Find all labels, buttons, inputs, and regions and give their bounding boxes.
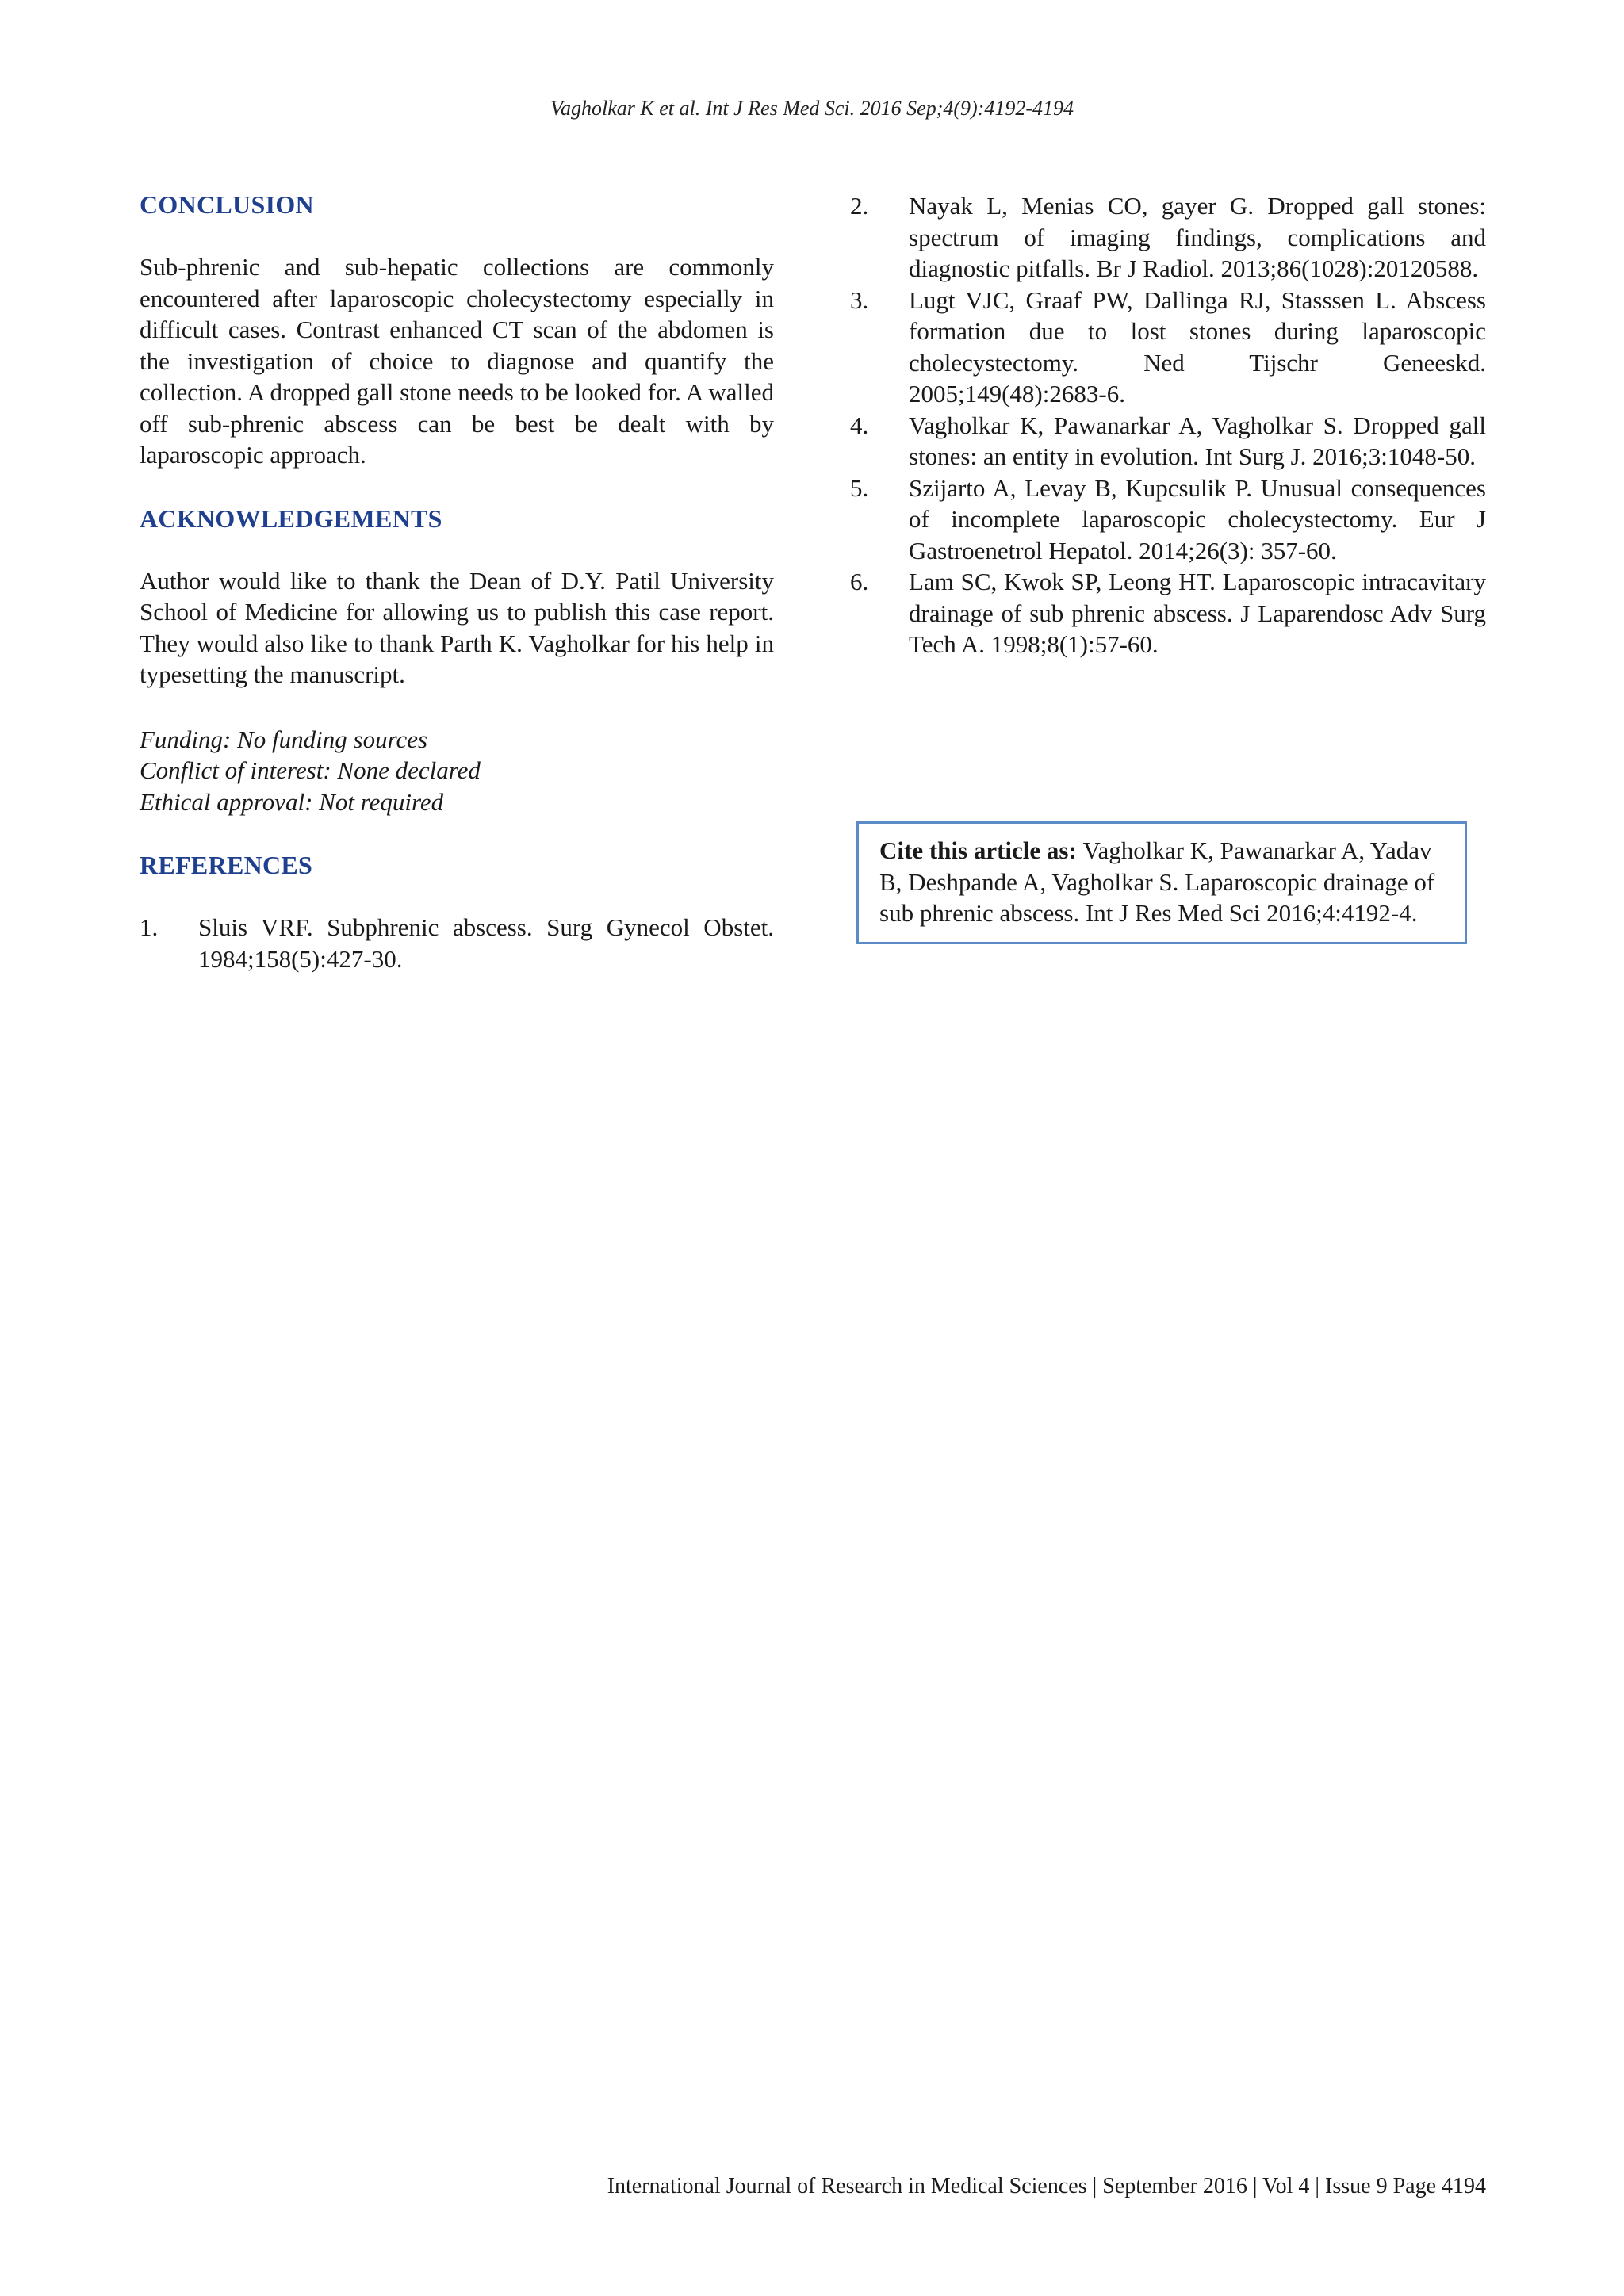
page-footer: International Journal of Research in Medical Sciences | September 2016 | Vol 4 | Issue 9 Page 4194 [607, 2174, 1486, 2198]
conclusion-heading: CONCLUSION [140, 190, 314, 219]
left-column [140, 190, 774, 974]
reference-item [140, 912, 774, 974]
reference-item [850, 190, 1486, 285]
acknowledgements-text: Author would like to thank the Dean of D.Y. Patil University School of Medicine for allowing us to publish this case report. They would also like to thank Parth K. Vagholkar for his help in typesetting the manuscript. [140, 566, 774, 688]
reference-item [850, 566, 1486, 660]
conflict-statement: Conflict of interest: None declared [140, 756, 481, 784]
running-header: Vagholkar K et al. Int J Res Med Sci. 2016 Sep;4(9):4192-4194 [550, 97, 1074, 120]
reference-number: 2. [850, 192, 869, 220]
reference-number: 4. [850, 411, 869, 439]
reference-text: Lugt VJC, Graaf PW, Dallinga RJ, Stasssen L. Abscess formation due to lost stones during laparoscopic cholecystectomy. Ned Tijschr Geneeskd. 2005;149(48):2683-6. [909, 285, 1486, 408]
declarations [140, 724, 774, 818]
reference-number: 1. [140, 913, 159, 941]
reference-item [850, 285, 1486, 410]
reference-list-right [850, 190, 1486, 660]
ethical-statement: Ethical approval: Not required [140, 787, 444, 816]
citation-text: Vagholkar K, Pawanarkar A, Yadav B, Deshpande A, Vagholkar S. Laparoscopic drainage of sub phrenic abscess. Int J Res Med Sci 2016;4:4192-4. [879, 836, 1435, 927]
citation-label: Cite this article as: [879, 836, 1083, 864]
reference-text: Vagholkar K, Pawanarkar A, Vagholkar S. Dropped gall stones: an entity in evolution. Int Surg J. 2016;3:1048-50. [909, 411, 1486, 470]
reference-item [850, 410, 1486, 473]
reference-list-left [140, 912, 774, 974]
conclusion-text: Sub-phrenic and sub-hepatic collections are commonly encountered after laparoscopic cholecystectomy especially in difficult cases. Contrast enhanced CT scan of the abdomen is the investigation of choice to diagnose and quantify the collection. A dropped gall stone needs to be looked for. A walled off sub-phrenic abscess can be best be dealt with by laparoscopic approach. [140, 253, 774, 469]
reference-number: 3. [850, 285, 869, 314]
reference-text: Sluis VRF. Subphrenic abscess. Surg Gynecol Obstet. 1984;158(5):427-30. [198, 913, 774, 973]
acknowledgements-heading: ACKNOWLEDGEMENTS [140, 503, 442, 533]
reference-number: 5. [850, 473, 869, 502]
reference-text: Nayak L, Menias CO, gayer G. Dropped gall stones: spectrum of imaging findings, complications and diagnostic pitfalls. Br J Radiol. 2013;86(1028):20120588. [909, 192, 1486, 282]
right-column [850, 190, 1486, 660]
reference-item [850, 473, 1486, 567]
references-heading: REFERENCES [140, 851, 313, 879]
citation-box [856, 821, 1467, 944]
reference-text: Lam SC, Kwok SP, Leong HT. Laparoscopic intracavitary drainage of sub phrenic abscess. J Laparendosc Adv Surg Tech A. 1998;8(1):57-60. [909, 568, 1486, 658]
funding-statement: Funding: No funding sources [140, 725, 428, 753]
reference-number: 6. [850, 568, 869, 595]
reference-text: Szijarto A, Levay B, Kupcsulik P. Unusual consequences of incomplete laparoscopic cholecystectomy. Eur J Gastroenetrol Hepatol. 2014;26(3): 357-60. [909, 473, 1486, 564]
